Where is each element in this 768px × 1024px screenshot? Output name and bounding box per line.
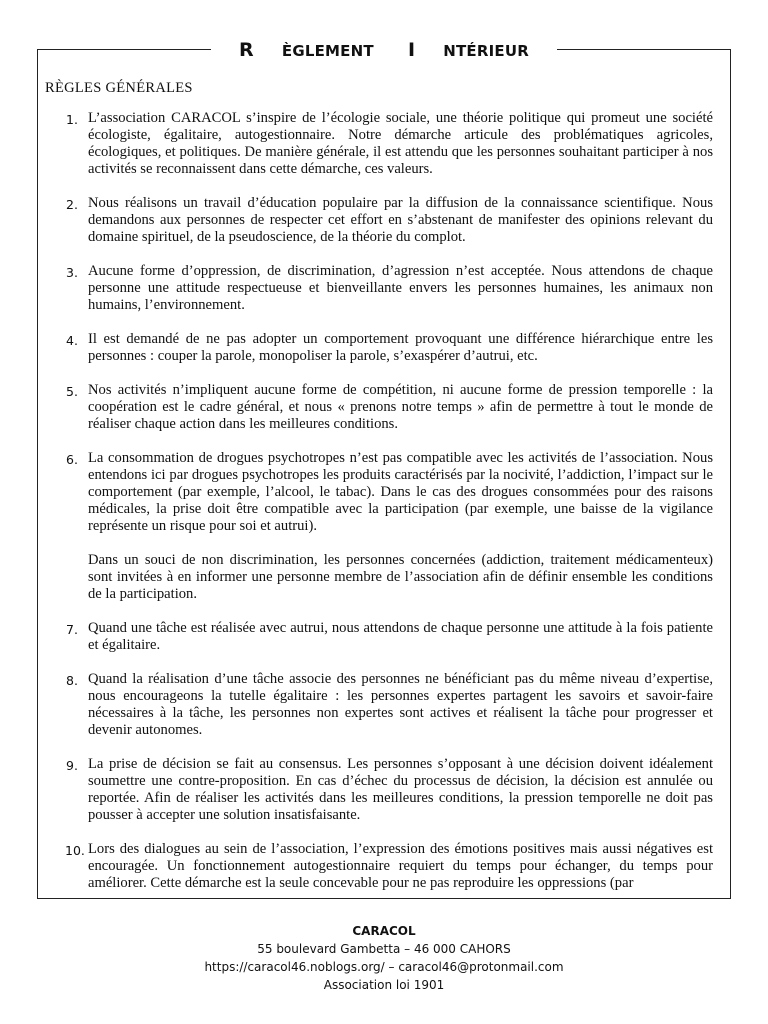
- rule-text: La consommation de drogues psychotropes n’est pas compatible avec les activités de l’association. Nous entendons ici par drogues psychotropes les produits caractérisés par la nocivité, l’addiction, l’impact sur le comportement (par exemple, l’alcool, le tabac). Dans le cas des drogues consommées pour des raisons médicales, la prise doit être compatible avec la participation (par exemple, une baisse de la vigilance représente un risque pour soi et autrui).: [88, 450, 713, 534]
- rule-number: 6.: [66, 452, 78, 467]
- rule-text: Nos activités n’impliquent aucune forme de compétition, ni aucune forme de pression temporelle : la coopération est le cadre général, et nous « prenons notre temps » afin de permettre à tout le monde de réaliser chaque action dans les meilleures conditions.: [88, 382, 713, 432]
- rule-number: 10.: [65, 843, 85, 858]
- rules-clip: [38, 50, 730, 898]
- rule-number: 5.: [66, 384, 78, 399]
- rule-text: Quand la réalisation d’une tâche associe des personnes ne bénéficiant pas du même niveau d’expertise, nous encourageons la tutelle égalitaire : les personnes expertes partagent les savoirs et savoir-faire nécessaires à la tâche, les personnes non expertes sont actives et réalisent la tâche pour progresser et devenir autonomes.: [88, 671, 713, 738]
- rule-item: [45, 382, 713, 433]
- rule-number: 4.: [66, 333, 78, 348]
- rule-number: 8.: [66, 673, 78, 688]
- footer-address: 55 boulevard Gambetta – 46 000 CAHORS: [257, 942, 511, 956]
- rule-item: [45, 620, 713, 654]
- section-heading: RÈGLES GÉNÉRALES: [45, 80, 193, 96]
- rule-text: Quand une tâche est réalisée avec autrui, nous attendons de chaque personne une attitude à la fois patiente et égalitaire.: [88, 620, 713, 653]
- rule-item: [45, 331, 713, 365]
- rules-list: [45, 110, 713, 898]
- rule-text: Aucune forme d’oppression, de discrimination, d’agression n’est acceptée. Nous attendons de chaque personne une attitude respectueuse et bienveillante envers les personnes humaines, les animaux non humains, l’environnement.: [88, 263, 713, 313]
- footer-status: Association loi 1901: [323, 978, 445, 992]
- rule-item: [45, 841, 713, 892]
- rule-text: Dans un souci de non discrimination, les personnes concernées (addiction, traitement médicamenteux) sont invitées à en informer une personne membre de l’association afin de définir ensemble les conditions de la participation.: [88, 552, 713, 602]
- footer-contact: https://caracol46.noblogs.org/ – caracol46@protonmail.com: [204, 960, 564, 974]
- rule-item: [45, 195, 713, 246]
- rule-item: [45, 756, 713, 824]
- rule-number: 9.: [66, 758, 78, 773]
- rule-text: Lors des dialogues au sein de l’association, l’expression des émotions positives mais aussi négatives est encouragée. Un fonctionnement autogestionnaire requiert du temps pour échanger, du temps pour améliorer. Cette démarche est la seule concevable pour ne pas reproduire les oppressions (par: [88, 841, 713, 891]
- rule-text: L’association CARACOL s’inspire de l’écologie sociale, une théorie politique qui promeut une société écologiste, égalitaire, autogestionnaire. Notre démarche articule des problématiques agricoles, écologiques, et politiques. De manière générale, il est attendu que les personnes souhaitant participer à nos activités se reconnaissent dans cette démarche, ces valeurs.: [88, 110, 713, 177]
- rule-text: La prise de décision se fait au consensus. Les personnes s’opposant à une décision doivent idéalement soumettre une contre-proposition. En cas d’échec du processus de décision, la décision est annulée ou reportée. Afin de réaliser les activités dans les meilleures conditions, la pression temporelle ne doit pas pousser à accepter une solution insatisfaisante.: [88, 756, 713, 823]
- footer-org: CARACOL: [352, 924, 416, 938]
- rule-text: Nous réalisons un travail d’éducation populaire par la diffusion de la connaissance scientifique. Nous demandons aux personnes de respecter cet effort en s’abstenant de manifester des opinions relevant du domaine spirituel, de la pseudoscience, de la théorie du complot.: [88, 195, 713, 245]
- page-title: R ÈGLEMENT I NTÉRIEUR: [0, 39, 768, 61]
- rule-number: 7.: [66, 622, 78, 637]
- footer: [0, 922, 768, 994]
- rule-item: [45, 263, 713, 314]
- rule-number: 1.: [66, 112, 78, 127]
- rule-item: [45, 671, 713, 739]
- rule-number: 3.: [66, 265, 78, 280]
- rule-item: [45, 110, 713, 178]
- rule-text: Il est demandé de ne pas adopter un comportement provoquant une différence hiérarchique entre les personnes : couper la parole, monopoliser la parole, s’exaspérer d’autrui, etc.: [88, 331, 713, 364]
- rule-number: 2.: [66, 197, 78, 212]
- rule-item: [45, 450, 713, 603]
